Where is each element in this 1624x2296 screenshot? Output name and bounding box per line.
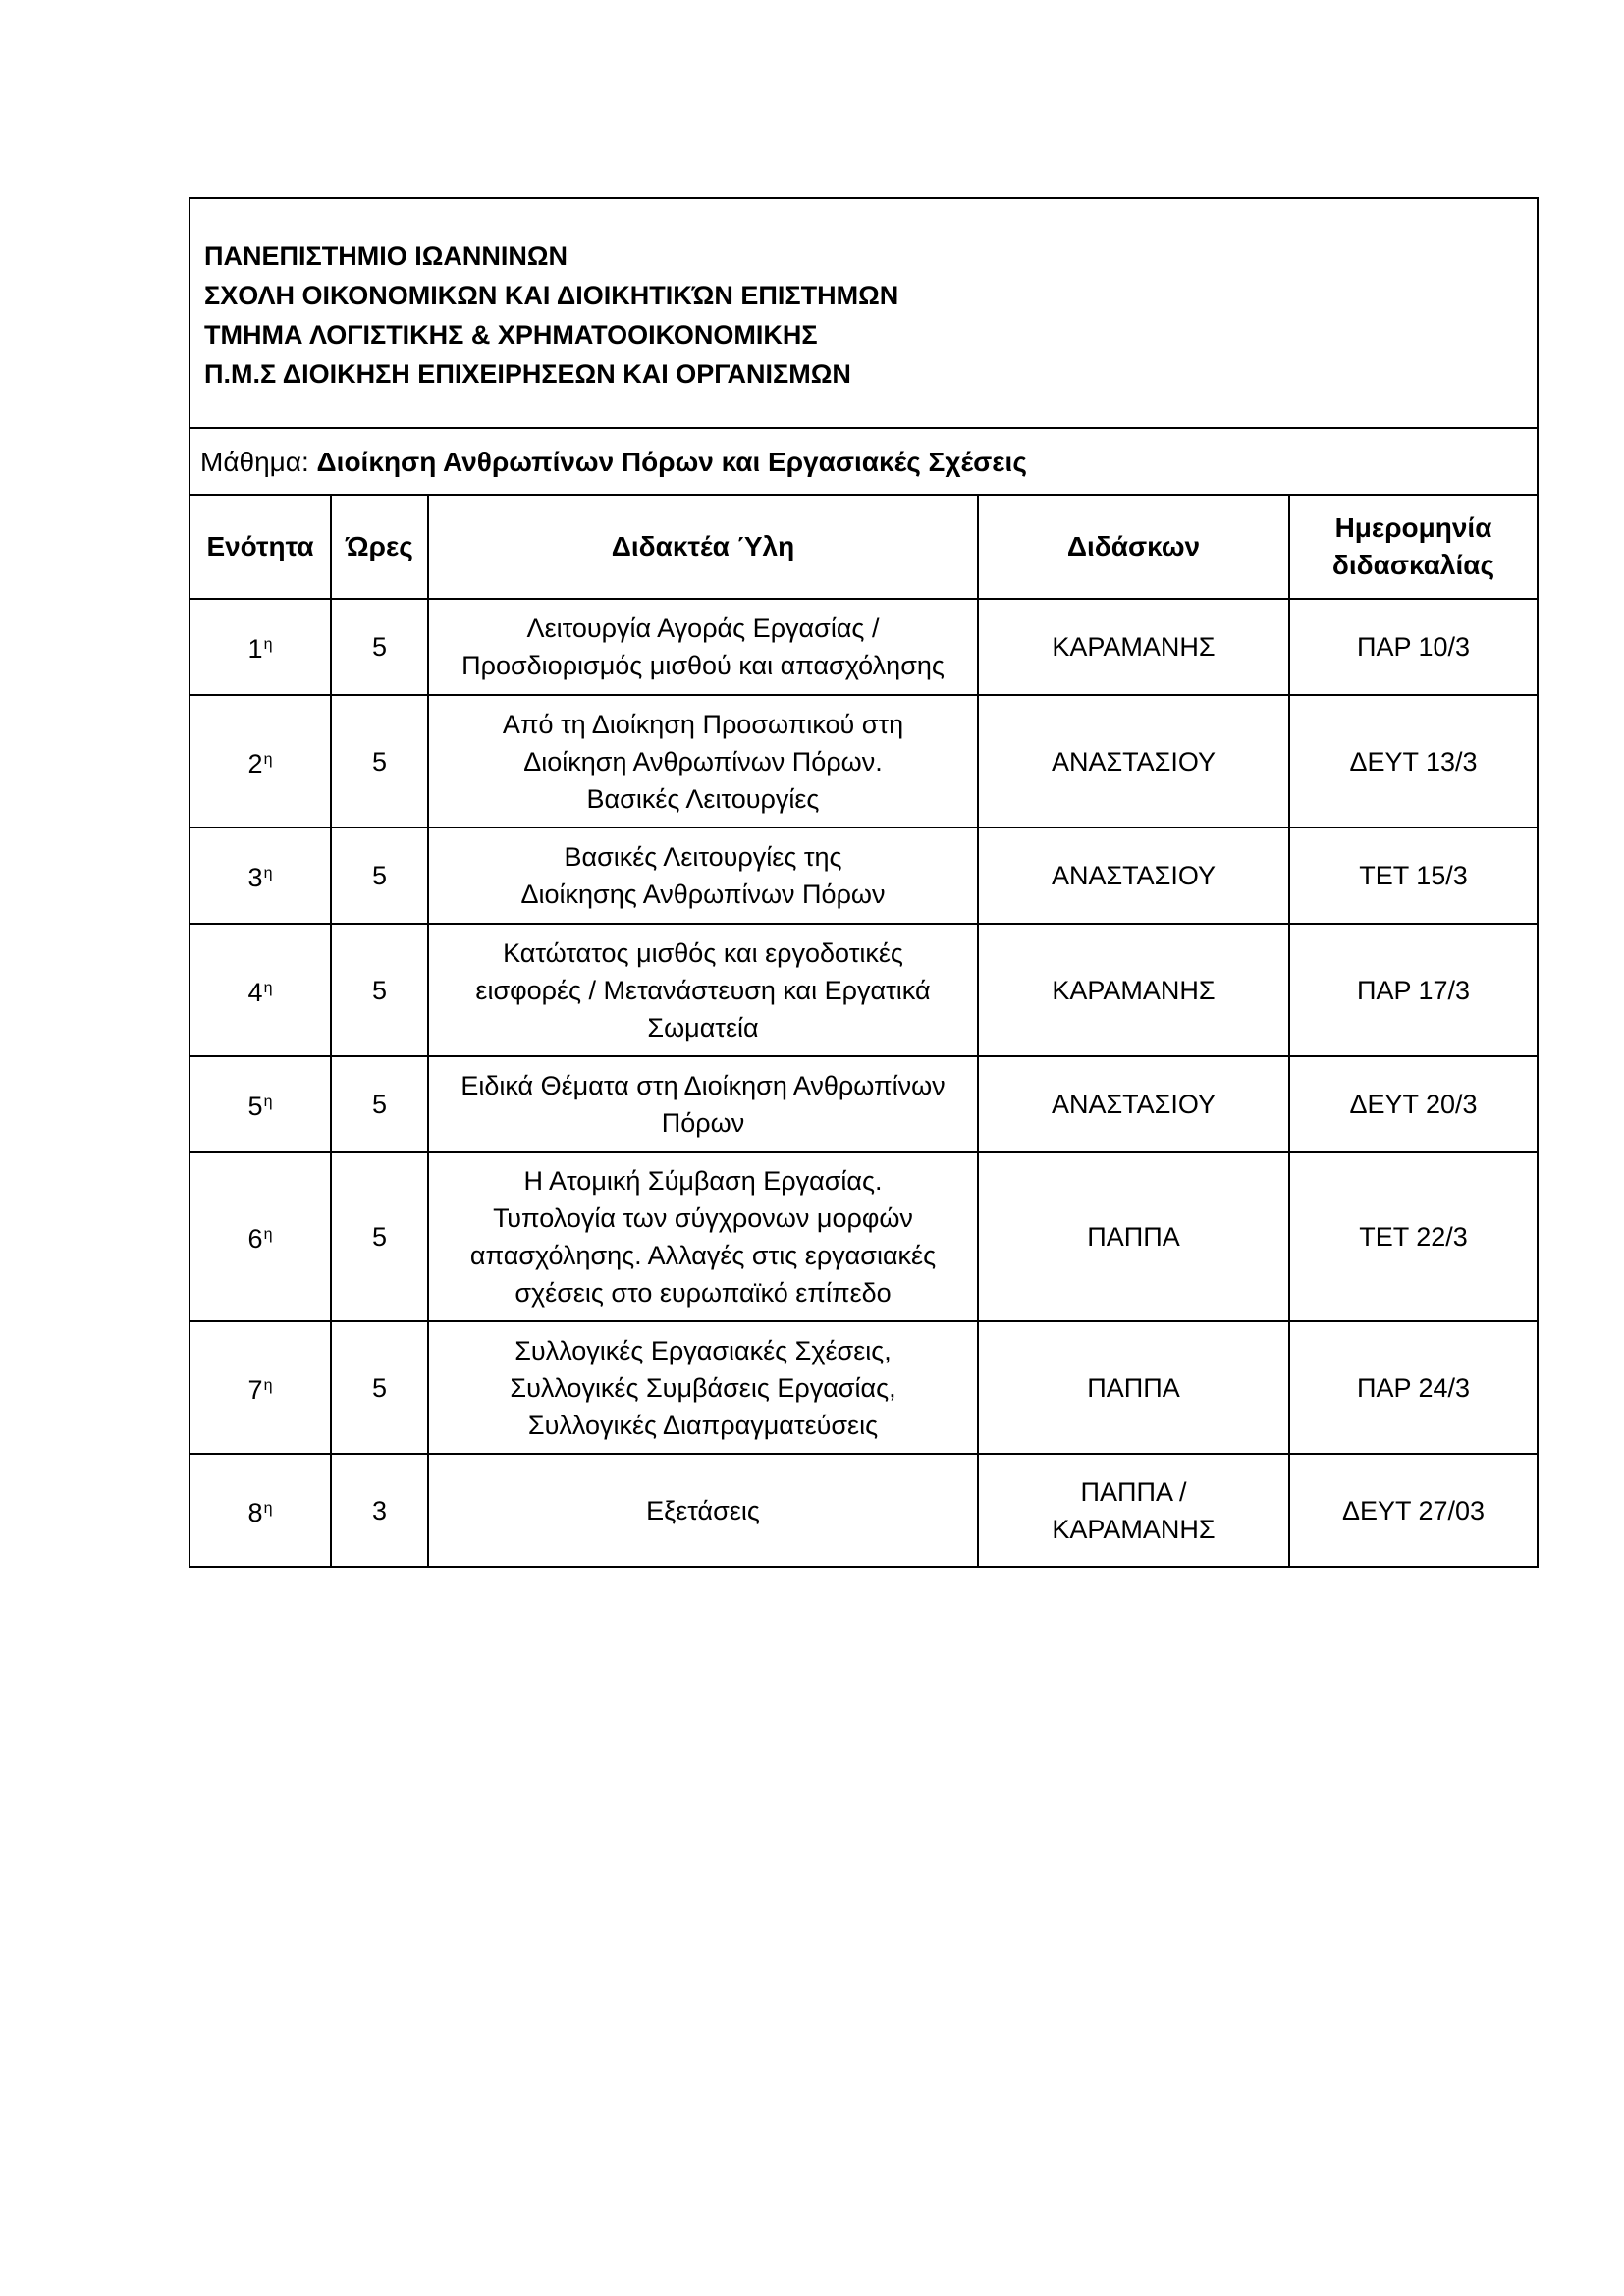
unit-cell [190,828,331,924]
hours-cell: 5 [331,924,428,1056]
syllabus-cell [428,1454,978,1566]
syllabus-line: Εξετάσεις [646,1495,760,1525]
syllabus-line: Λειτουργία Αγοράς Εργασίας / [526,614,880,643]
syllabus-line: Συλλογικές Διαπραγματεύσεις [527,1410,879,1440]
instructor-name: ΑΝΑΣΤΑΣΙΟΥ [1051,1090,1217,1119]
hours-cell: 5 [331,695,428,828]
unit-number: 6 [247,1224,263,1254]
syllabus-line: απασχόλησης. Αλλαγές στις εργασιακές [469,1241,937,1270]
date-cell: ΤΕΤ 22/3 [1289,1152,1537,1321]
instructor-name: ΑΝΑΣΤΑΣΙΟΥ [1051,746,1217,776]
table-row [190,1454,1537,1566]
unit-number: 8 [247,1497,263,1527]
unit-number: 5 [247,1092,263,1121]
date-cell: ΠΑΡ 17/3 [1289,924,1537,1056]
syllabus-line: Κατώτατος μισθός και εργοδοτικές [503,937,903,968]
hours-cell: 3 [331,1454,428,1566]
table-row [190,1152,1537,1321]
syllabus-line: Βασικές Λειτουργίες της [564,842,842,872]
hours-cell: 5 [331,1056,428,1152]
instructor-name: ΚΑΡΑΜΑΝΗΣ [1052,975,1216,1005]
unit-cell [190,924,331,1056]
table-header-row [190,496,1537,599]
syllabus-cell [428,1152,978,1321]
instructor-name: ΠΑΠΠΑ [1087,1222,1180,1252]
syllabus-cell [428,1321,978,1454]
unit-cell [190,695,331,828]
course-label: Μάθημα: [200,447,317,477]
instructor-name: ΚΑΡΑΜΑΝΗΣ [1052,1514,1216,1544]
instructor-cell [978,1056,1289,1152]
hours-cell: 5 [331,1321,428,1454]
column-header-instructor: Διδάσκων [978,496,1289,599]
course-title [190,429,1537,496]
date-cell: ΤΕΤ 15/3 [1289,828,1537,924]
table-row [190,1321,1537,1454]
schedule-table [190,496,1537,1566]
unit-number: 3 [247,863,263,892]
ordinal-suffix: η [263,750,273,768]
ordinal-suffix: η [263,636,273,653]
instructor-cell [978,1321,1289,1454]
syllabus-line: Η Ατομική Σύμβαση Εργασίας. [523,1166,883,1196]
column-header-unit: Ενότητα [190,496,331,599]
date-cell: ΔΕΥΤ 13/3 [1289,695,1537,828]
course-name: Διοίκηση Ανθρωπίνων Πόρων και Εργασιακές Σχέσεις [316,447,1027,477]
syllabus-line: εισφορές / Μετανάστευση και Εργατικά [475,975,931,1005]
syllabus-cell [428,924,978,1056]
date-cell: ΔΕΥΤ 20/3 [1289,1056,1537,1152]
syllabus-line: Ειδικά Θέματα στη Διοίκηση Ανθρωπίνων [460,1071,946,1100]
instructor-cell [978,828,1289,924]
syllabus-line: Συλλογικές Συμβάσεις Εργασίας, [510,1372,896,1403]
unit-cell [190,599,331,695]
table-row [190,599,1537,695]
unit-cell [190,1056,331,1152]
ordinal-suffix: η [263,1376,273,1394]
table-row [190,1056,1537,1152]
syllabus-line: Πόρων [661,1108,745,1138]
ordinal-suffix: η [263,1226,273,1243]
unit-number: 4 [247,977,263,1007]
schedule-table-body [190,599,1537,1566]
instructor-name: ΚΑΡΑΜΑΝΗΣ [1052,632,1216,662]
instructor-cell [978,924,1289,1056]
unit-cell [190,1152,331,1321]
table-row [190,924,1537,1056]
institution-header [190,199,1537,429]
table-row [190,695,1537,828]
syllabus-cell [428,1056,978,1152]
instructor-cell [978,599,1289,695]
date-cell: ΠΑΡ 10/3 [1289,599,1537,695]
syllabus-line: σχέσεις στο ευρωπαϊκό επίπεδο [514,1278,892,1308]
syllabus-cell [428,695,978,828]
header-line-department: ΤΜΗΜΑ ΛΟΓΙΣΤΙΚΗΣ & ΧΡΗΜΑΤΟΟΙΚΟΝΟΜΙΚΗΣ [204,320,818,349]
ordinal-suffix: η [263,979,273,996]
header-line-program: Π.Μ.Σ ΔΙΟΙΚΗΣΗ ΕΠΙΧΕΙΡΗΣΕΩΝ ΚΑΙ ΟΡΓΑΝΙΣΜΩΝ [204,359,851,389]
instructor-name: ΠΑΠΠΑ / [1080,1476,1187,1507]
unit-cell [190,1321,331,1454]
syllabus-line: Συλλογικές Εργασιακές Σχέσεις, [514,1335,892,1365]
hours-cell: 5 [331,828,428,924]
instructor-cell [978,1454,1289,1566]
ordinal-suffix: η [263,1499,273,1517]
hours-cell: 5 [331,1152,428,1321]
instructor-cell [978,1152,1289,1321]
column-header-hours: Ώρες [331,496,428,599]
date-cell: ΔΕΥΤ 27/03 [1289,1454,1537,1566]
ordinal-suffix: η [263,1094,273,1110]
syllabus-line: Σωματεία [647,1012,759,1042]
syllabus-line: Διοίκηση Ανθρωπίνων Πόρων. [523,746,883,776]
syllabus-line: Από τη Διοίκηση Προσωπικού στη [502,709,904,739]
syllabus-line: Βασικές Λειτουργίες [586,783,820,814]
table-row [190,828,1537,924]
instructor-name: ΑΝΑΣΤΑΣΙΟΥ [1051,861,1217,890]
unit-number: 2 [247,748,263,778]
header-line-university: ΠΑΝΕΠΙΣΤΗΜΙΟ ΙΩΑΝΝΙΝΩΝ [204,241,568,271]
column-header-date: Ημερομηνία διδασκαλίας [1289,496,1537,599]
ordinal-suffix: η [263,865,273,881]
date-cell: ΠΑΡ 24/3 [1289,1321,1537,1454]
syllabus-line: Τυπολογία των σύγχρονων μορφών [493,1203,913,1233]
unit-number: 7 [247,1374,263,1405]
schedule-document [189,197,1539,1568]
instructor-name: ΠΑΠΠΑ [1087,1372,1180,1403]
syllabus-cell [428,599,978,695]
instructor-cell [978,695,1289,828]
hours-cell: 5 [331,599,428,695]
syllabus-line: Προσδιορισμός μισθού και απασχόλησης [461,651,945,680]
syllabus-line: Διοίκησης Ανθρωπίνων Πόρων [520,880,886,909]
column-header-syllabus: Διδακτέα Ύλη [428,496,978,599]
header-line-school: ΣΧΟΛΗ ΟΙΚΟΝΟΜΙΚΩΝ ΚΑΙ ΔΙΟΙΚΗΤΙΚΏΝ ΕΠΙΣΤΗΜΩΝ [204,281,899,310]
unit-cell [190,1454,331,1566]
syllabus-cell [428,828,978,924]
unit-number: 1 [247,634,263,664]
